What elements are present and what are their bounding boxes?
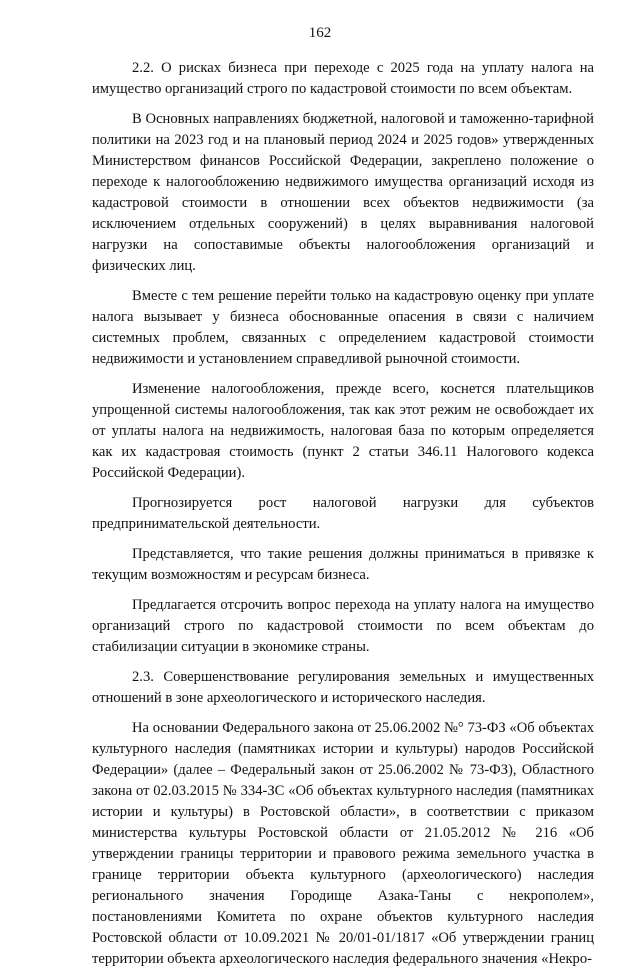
paragraph: Представляется, что такие решения должны приниматься в привязке к текущим возможностям и ресурсам бизнеса. xyxy=(92,546,594,583)
page-number: 162 xyxy=(308,25,332,41)
paragraph-section-2-2-heading: 2.2. О рисках бизнеса при переходе с 2025 года на уплату налога на имущество организаций строго по кадастровой стоимости по всем объектам. xyxy=(92,60,594,97)
paragraph: Предлагается отсрочить вопрос перехода на уплату налога на имущество организаций строго по кадастровой стоимости по всем объектам до стабилизации ситуации в экономике страны. xyxy=(92,597,594,655)
paragraph: В Основных направлениях бюджетной, налоговой и таможенно-тарифной политики на 2023 год и на плановый период 2024 и 2025 годов» утвержденных Министерством финансов Российской Федерации, закреплено положение о переходе к налогообложению недвижимого имущества организаций исходя из кадастровой стоимости в отношении всех объектов недвижимости (за исключением отдельных сооружений) в целях выравнивания налоговой нагрузки на сопоставимые объекты налогообложения организаций и физических лиц. xyxy=(92,111,594,274)
document-body xyxy=(92,58,594,979)
paragraph-section-2-3-heading: 2.3. Совершенствование регулирования земельных и имущественных отношений в зоне археологического и исторического наследия. xyxy=(92,669,594,706)
paragraph: На основании Федерального закона от 25.06.2002 №° 73-ФЗ «Об объектах культурного наследия (памятниках истории и культуры) народов Российской Федерации» (далее – Федеральный закон от 25.06.2002 № 73-ФЗ), Областного закона от 02.03.2015 № 334-ЗС «Об объектах культурного наследия (памятниках истории и культуры) в Ростовской области», в соответствии с приказом министерства культуры Ростовской области от 21.05.2012 № 216 «Об утверждении границы территории и правового режима земельного участка в границе территории объекта культурного (археологического) наследия регионального значения Городище Азака-Таны с некрополем», постановлениями Комитета по охране объектов культурного наследия Ростовской области от 10.09.2021 № 20/01-01/1817 «Об утверждении границ территории объекта археологического наследия федерального значения «Некро- xyxy=(92,720,594,967)
paragraph: Изменение налогообложения, прежде всего, коснется плательщиков упрощенной системы налогообложения, так как этот режим не освобождает их от уплаты налога на недвижимость, налоговая база по которым определяется как их кадастровая стоимость (пункт 2 статьи 346.11 Налогового кодекса Российской Федерации). xyxy=(92,381,594,481)
paragraph: Прогнозируется рост налоговой нагрузки для субъектов предпринимательской деятельности. xyxy=(92,495,594,532)
paragraph: Вместе с тем решение перейти только на кадастровую оценку при уплате налога вызывает у бизнеса обоснованные опасения в связи с наличием системных проблем, связанных с определением кадастровой стоимости недвижимости и установлением справедливой рыночной стоимости. xyxy=(92,288,594,367)
